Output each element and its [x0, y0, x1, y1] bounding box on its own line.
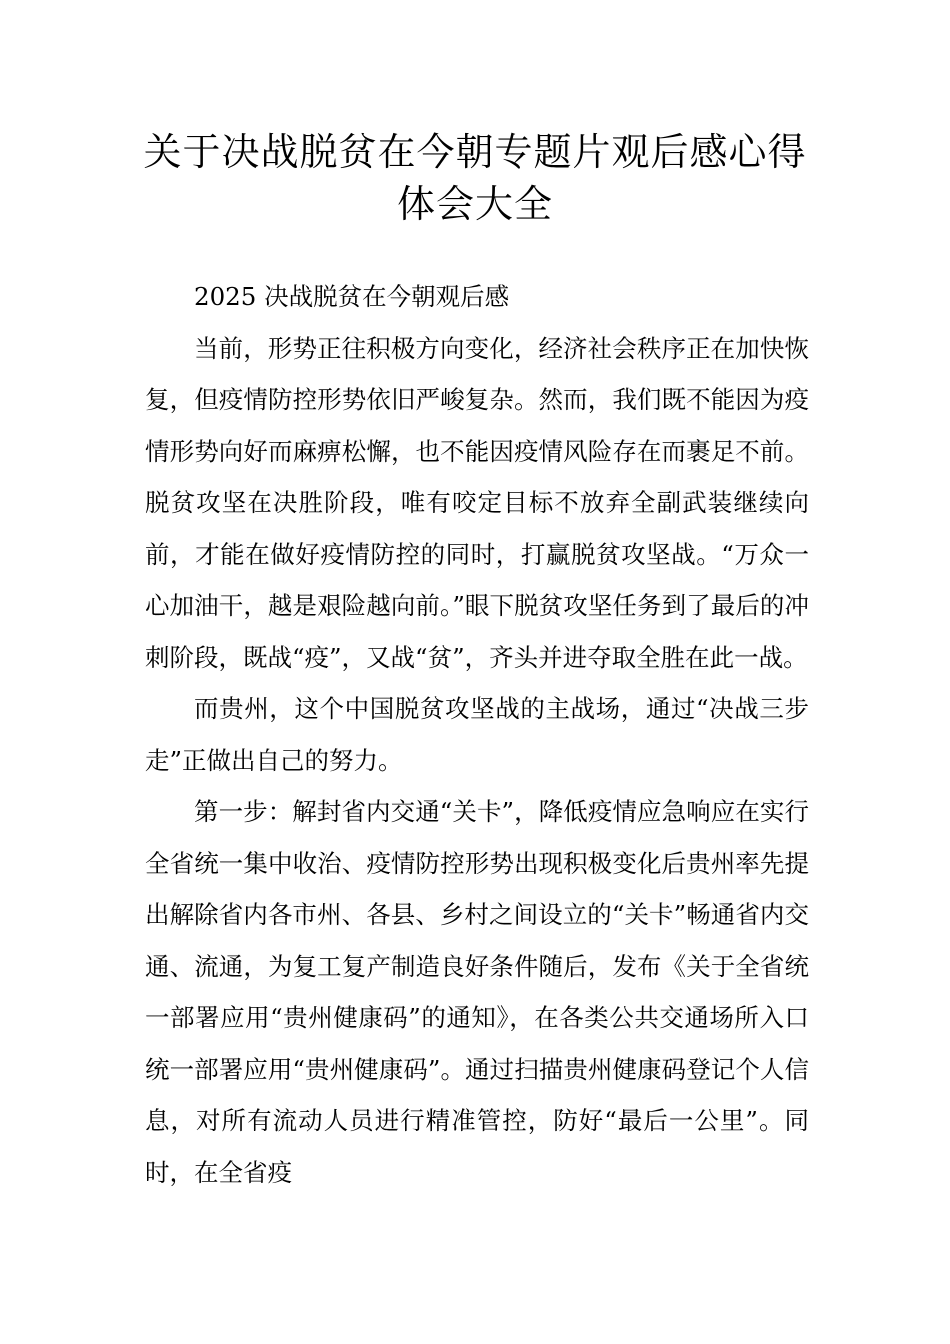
paragraph: 第一步：解封省内交通“关卡”，降低疫情应急响应在实行全省统一集中收治、疫情防控形势出现积极变化后贵州率先提出解除省内各市州、各县、乡村之间设立的“关卡”畅通省内交通、流通，为复工复产制造良好条件随后，发布《关于全省统一部署应用“贵州健康码”的通知》，在各类公共交通场所入口统一部署应用“贵州健康码”。通过扫描贵州健康码登记个人信息，对所有流动人员进行精准管控，防好“最后一公里”。同时，在全省疫 [145, 797, 809, 1187]
paragraph: 而贵州，这个中国脱贫攻坚战的主战场，通过“决战三步走”正做出自己的努力。 [145, 694, 809, 775]
document-title [120, 126, 830, 230]
paragraph: 当前，形势正往积极方向变化，经济社会秩序正在加快恢复，但疫情防控形势依旧严峻复杂。然而，我们既不能因为疫情形势向好而麻痹松懈，也不能因疫情风险存在而裹足不前。脱贫攻坚在决胜阶段，唯有咬定目标不放弃全副武装继续向前，才能在做好疫情防控的同时，打赢脱贫攻坚战。“万众一心加油干，越是艰险越向前。”眼下脱贫攻坚任务到了最后的冲刺阶段，既战“疫”，又战“贫”，齐头并进夺取全胜在此一战。 [145, 333, 809, 672]
title-line-2: 体会大全 [396, 182, 553, 226]
document-body [145, 271, 809, 1198]
subtitle-paragraph: 2025 决战脱贫在今朝观后感 [194, 282, 510, 311]
title-line-1: 关于决战脱贫在今朝专题片观后感心得 [143, 130, 807, 174]
